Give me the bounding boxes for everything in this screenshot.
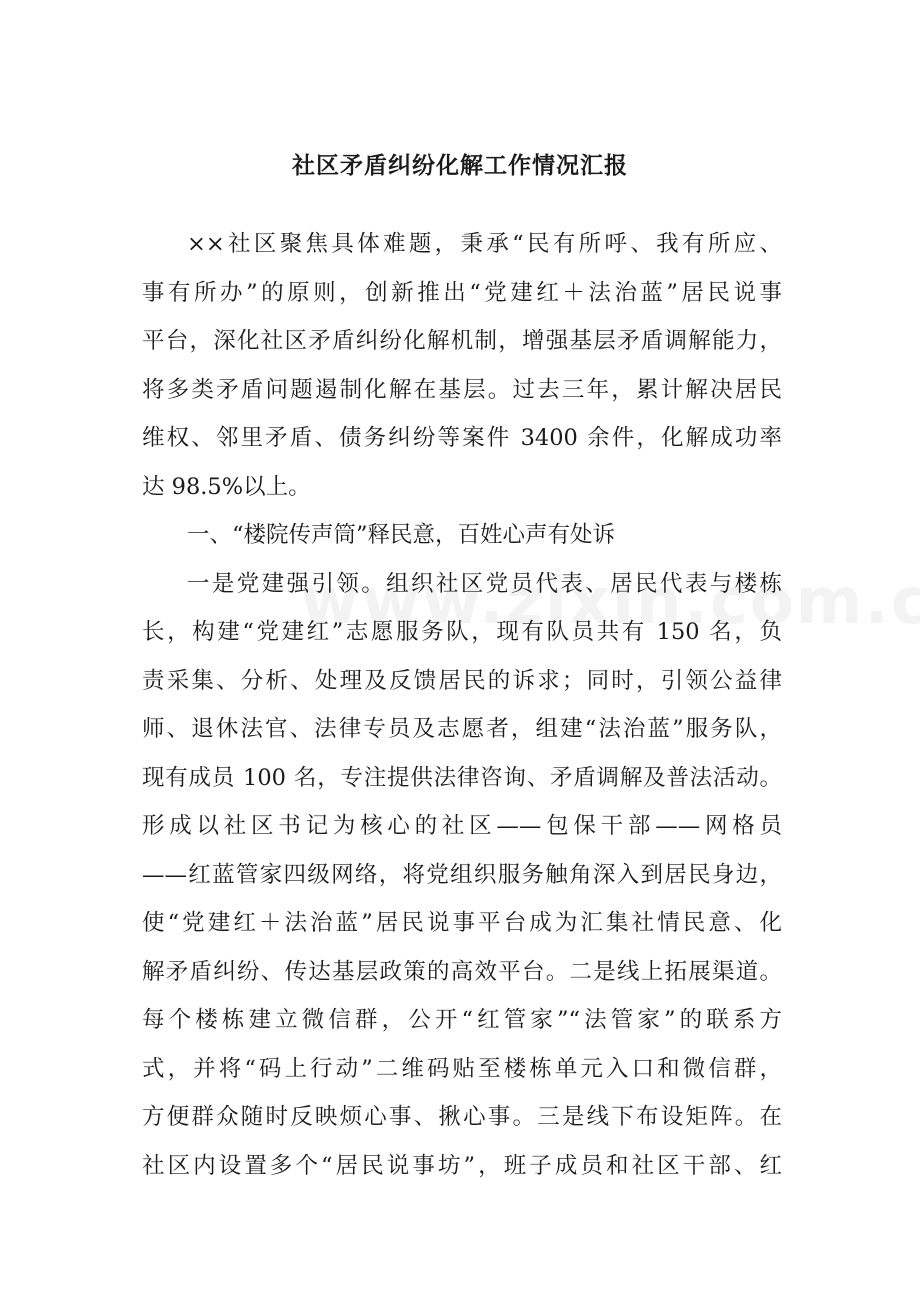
document-body (142, 220, 782, 1190)
paragraph-line: 长，构建“党建红”志愿服务队，现有队员共有 150 名，负 (142, 619, 782, 645)
paragraph-line: 使“党建红＋法治蓝”居民说事平台成为汇集社情民意、化 (142, 910, 782, 936)
document-title: 社区矛盾纠纷化解工作情况汇报 (292, 152, 628, 179)
paragraph-line: 达 98.5%以上。 (142, 473, 311, 500)
paragraph-line: ××社区聚焦具体难题，秉承“民有所呼、我有所应、 (187, 231, 782, 257)
paragraph-line: 社区内设置多个“居民说事坊”，班子成员和社区干部、红 (142, 1152, 782, 1179)
paragraph-line: 一是党建强引领。组织社区党员代表、居民代表与楼栋 (187, 570, 782, 597)
paragraph-line: 责采集、分析、处理及反馈居民的诉求；同时，引领公益律 (142, 667, 782, 694)
paragraph-line: ——红蓝管家四级网络，将党组织服务触角深入到居民身边， (142, 861, 782, 888)
paragraph-line: 每个楼栋建立微信群，公开“红管家”“法管家”的联系方 (142, 1007, 782, 1033)
paragraph-line: 方便群众随时反映烦心事、揪心事。三是线下布设矩阵。在 (142, 1104, 782, 1130)
paragraph-line: 师、退休法官、法律专员及志愿者，组建“法治蓝”服务队， (142, 716, 782, 742)
paragraph-line: 形成以社区书记为核心的社区——包保干部——网格员 (142, 813, 782, 839)
paragraph-line: 维权、邻里矛盾、债务纠纷等案件 3400 余件，化解成功率 (142, 425, 782, 451)
paragraph-line: 将多类矛盾问题遏制化解在基层。过去三年，累计解决居民 (142, 376, 782, 403)
section-heading: 一、“楼院传声筒”释民意，百姓心声有处诉 (187, 522, 616, 548)
paragraph-line: 现有成员 100 名，专注提供法律咨询、矛盾调解及普法活动。 (142, 764, 782, 791)
paragraph-line: 解矛盾纠纷、传达基层政策的高效平台。二是线上拓展渠道。 (142, 958, 782, 985)
paragraph-line: 平台，深化社区矛盾纠纷化解机制，增强基层矛盾调解能力， (142, 328, 782, 354)
paragraph-line: 事有所办”的原则，创新推出“党建红＋法治蓝”居民说事 (142, 279, 782, 306)
paragraph-line: 式，并将“码上行动”二维码贴至楼栋单元入口和微信群， (142, 1055, 782, 1082)
